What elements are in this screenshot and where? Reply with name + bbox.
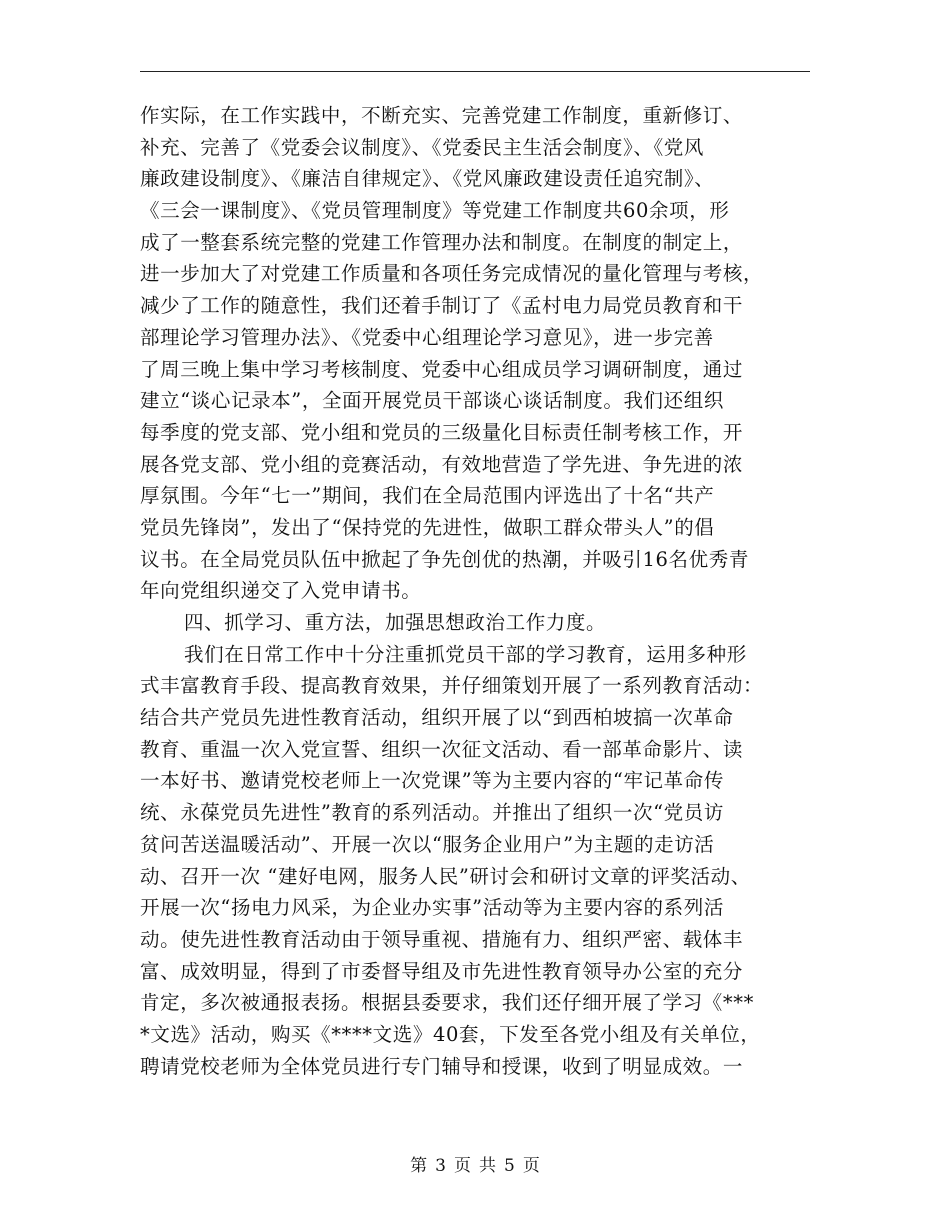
text-line: 动。使先进性教育活动由于领导重视、措施有力、组织严密、载体丰	[140, 927, 744, 951]
page-unit: 页	[454, 1156, 471, 1176]
text-line: 我们在日常工作中十分注重抓党员干部的学习教育，运用多种形	[184, 642, 747, 666]
text-line: 年向党组织递交了入党申请书。	[140, 579, 422, 603]
text-line: 廉政建设制度》、《廉洁自律规定》、《党风廉政建设责任追究制》、	[140, 167, 715, 191]
text-line: 《三会一课制度》、《党员管理制度》等党建工作制度共60余项，形	[140, 199, 730, 223]
text-line: 成了一整套系统完整的党建工作管理办法和制度。在制度的制定上，	[140, 230, 744, 254]
text-line: 肯定，多次被通报表扬。根据县委要求，我们还仔细开展了学习《***	[140, 991, 754, 1015]
total-label: 共	[479, 1156, 496, 1176]
page-footer	[0, 1154, 950, 1178]
section-heading: 四、抓学习、重方法，加强思想政治工作力度。	[184, 611, 607, 634]
header-rule	[140, 71, 810, 72]
text-line: 进一步加大了对党建工作质量和各项任务完成情况的量化管理与考核，	[140, 262, 764, 286]
total-pages-number: 5	[504, 1156, 515, 1176]
total-unit: 页	[522, 1156, 540, 1176]
text-line: 减少了工作的随意性，我们还着手制订了《孟村电力局党员教育和干	[140, 294, 744, 318]
text-line: 补充、完善了《党委会议制度》、《党委民主生活会制度》、《党风	[140, 135, 705, 159]
text-line: 建立“谈心记录本”，全面开展党员干部谈心谈话制度。我们还组织	[140, 389, 724, 413]
current-page-number: 3	[435, 1156, 446, 1176]
text-line: 聘请党校老师为全体党员进行专门辅导和授课，收到了明显成效。一	[140, 1054, 744, 1078]
text-line: 贫问苦送温暖活动”、开展一次以“服务企业用户”为主题的走访活	[140, 832, 715, 856]
text-line: 党员先锋岗”，发出了“保持党的先进性，做职工群众带头人”的倡	[140, 515, 715, 539]
text-line: 结合共产党员先进性教育活动，组织开展了以“到西柏坡搞一次革命	[140, 706, 734, 730]
text-line: 作实际，在工作实践中，不断充实、完善党建工作制度，重新修订、	[140, 104, 744, 127]
text-line: 统、永葆党员先进性”教育的系列活动。并推出了组织一次“党员访	[140, 801, 724, 825]
text-line: 每季度的党支部、党小组和党员的三级量化目标责任制考核工作，开	[140, 420, 744, 444]
text-line: 开展一次“扬电力风采，为企业办实事”活动等为主要内容的系列活	[140, 896, 724, 920]
text-line: 厚氛围。今年“七一”期间，我们在全局范围内评选出了十名“共产	[140, 484, 715, 508]
text-line: 一本好书、邀请党校老师上一次党课”等为主要内容的“牢记革命传	[140, 769, 724, 793]
text-line: *文选》活动，购买《****文选》40套，下发至各党小组及有关单位，	[140, 1022, 761, 1046]
text-line: 部理论学习管理办法》、《党委中心组理论学习意见》，进一步完善	[140, 325, 714, 349]
body-text	[140, 100, 820, 1082]
text-line: 了周三晚上集中学习考核制度、党委中心组成员学习调研制度，通过	[140, 357, 744, 381]
text-line: 式丰富教育手段、提高教育效果，并仔细策划开展了一系列教育活动：	[140, 674, 764, 698]
text-line: 展各党支部、党小组的竞赛活动，有效地营造了学先进、争先进的浓	[140, 452, 744, 476]
text-line: 议书。在全局党员队伍中掀起了争先创优的热潮，并吸引16名优秀青	[140, 547, 749, 571]
page-label: 第	[410, 1156, 428, 1176]
text-line: 富、成效明显，得到了市委督导组及市先进性教育领导办公室的充分	[140, 959, 744, 983]
text-line: 教育、重温一次入党宣誓、组织一次征文活动、看一部革命影片、读	[140, 737, 744, 761]
text-line: 动、召开一次 “建好电网，服务人民”研讨会和研讨文章的评奖活动、	[140, 864, 751, 888]
